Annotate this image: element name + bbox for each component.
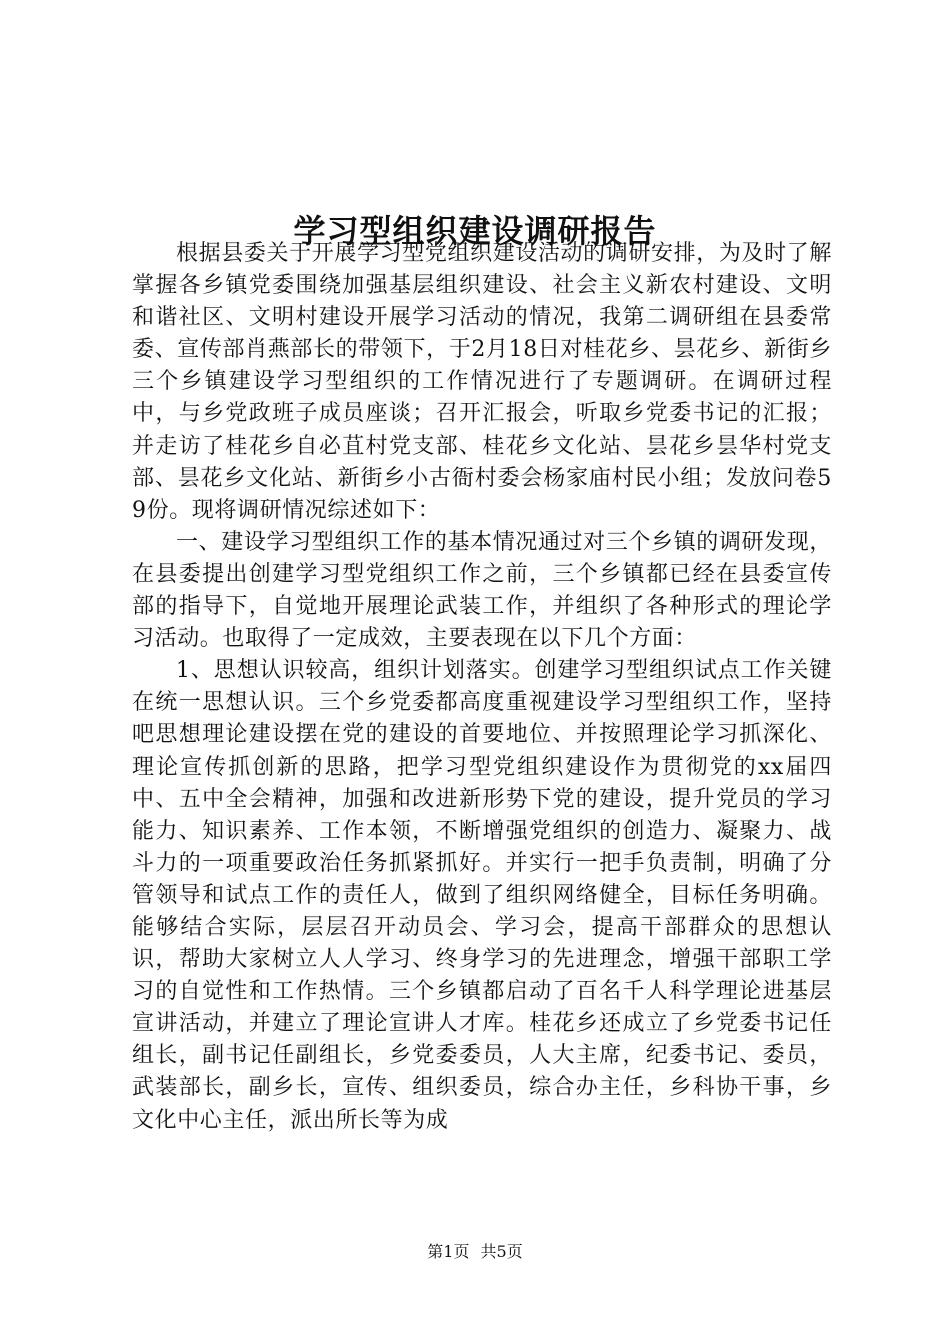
- page-number: 第1页: [427, 1242, 470, 1261]
- paragraph-item-1: 1、思想认识较高，组织计划落实。创建学习型组织试点工作关键在统一思想认识。三个乡党委都高度重视建设学习型组织工作，坚持吧思想理论建设摆在党的建设的首要地位、并按照理论学习抓深化、理论宣传抓创新的思路，把学习型党组织建设作为贯彻党的xx届四中、五中全会精神，加强和改进新形势下党的建设，提升党员的学习能力、知识素养、工作本领，不断增强党组织的创造力、凝聚力、战斗力的一项重要政治任务抓紧抓好。并实行一把手负责制，明确了分管领导和试点工作的责任人，做到了组织网络健全，目标任务明确。能够结合实际，层层召开动员会、学习会，提高干部群众的思想认识，帮助大家树立人人学习、终身学习的先进理念，增强干部职工学习的自觉性和工作热情。三个乡镇都启动了百名千人科学理论进基层宣讲活动，并建立了理论宣讲人才库。桂花乡还成立了乡党委书记任组长，副书记任副组长，乡党委委员，人大主席，纪委书记、委员，武装部长，副乡长，宣传、组织委员，综合办主任，乡科协干事，乡文化中心主任，派出所长等为成: [132, 658, 832, 1133]
- paragraph-intro: 根据县委关于开展学习型党组织建设活动的调研安排，为及时了解掌握各乡镇党委围绕加强基层组织建设、社会主义新农村建设、文明和谐社区、文明村建设开展学习活动的情况，我第二调研组在县委常委、宣传部肖燕部长的带领下，于2月18日对桂花乡、昙花乡、新街乡三个乡镇建设学习型组织的工作情况进行了专题调研。在调研过程中，与乡党政班子成员座谈；召开汇报会，听取乡党委书记的汇报；并走访了桂花乡自必苴村党支部、桂花乡文化站、昙花乡昙华村党支部、昙花乡文化站、新街乡小古衙村委会杨家庙村民小组；发放问卷59份。现将调研情况综述如下：: [132, 241, 832, 523]
- page-total: 共5页: [480, 1242, 523, 1261]
- document-body: [132, 238, 832, 1137]
- page-footer: [0, 1240, 950, 1264]
- paragraph-section-1: 一、建设学习型组织工作的基本情况通过对三个乡镇的调研发现，在县委提出创建学习型党组织工作之前，三个乡镇都已经在县委宣传部的指导下，自觉地开展理论武装工作，并组织了各种形式的理论学习活动。也取得了一定成效，主要表现在以下几个方面：: [132, 529, 832, 652]
- document-title: 学习型组织建设调研报告: [293, 212, 657, 251]
